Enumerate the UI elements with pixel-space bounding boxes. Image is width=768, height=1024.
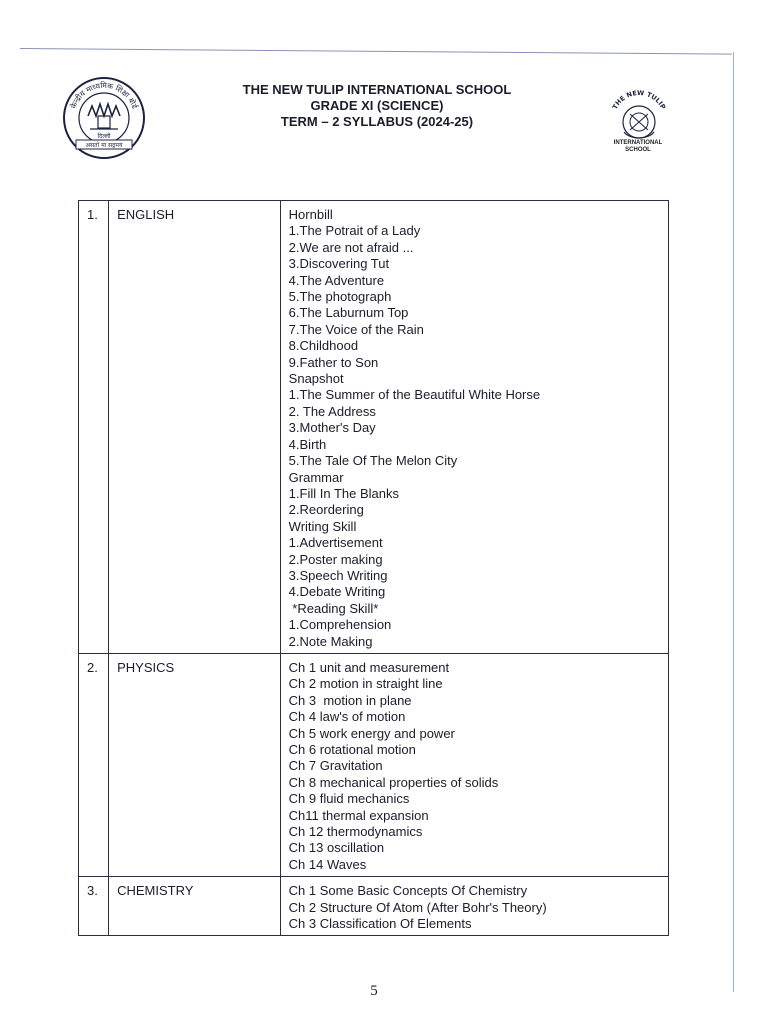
syllabus-table-body — [79, 201, 669, 936]
topic-item: Ch 6 rotational motion — [288, 742, 416, 757]
school-emblem-caption — [596, 140, 680, 154]
topic-item: Ch 1 Some Basic Concepts Of Chemistry — [288, 883, 528, 899]
topic-item: 7.The Voice of the Rain — [288, 321, 424, 337]
subject-name: PHYSICS — [109, 653, 281, 876]
document-header — [0, 82, 768, 130]
topic-item: 9.Father to Son — [288, 354, 379, 370]
term-title: TERM – 2 SYLLABUS (2024-25) — [280, 114, 474, 129]
topic-item: Ch 8 mechanical properties of solids — [288, 774, 499, 790]
topic-list — [280, 653, 668, 876]
topic-item: 4.The Adventure — [288, 272, 385, 288]
topic-item: 2.We are not afraid ... — [288, 239, 414, 255]
topic-item: 1.Comprehension — [288, 617, 392, 633]
topic-item: 3.Discovering Tut — [288, 256, 390, 272]
topic-item: 2.Reordering — [288, 502, 364, 518]
seal-city-text: दिल्ली — [97, 133, 111, 140]
topic-item: Ch 9 fluid mechanics — [288, 791, 410, 807]
page-edge-top — [20, 48, 732, 55]
page-number: 5 — [370, 983, 378, 999]
topic-item: Writing Skill — [288, 518, 357, 534]
subject-name: CHEMISTRY — [109, 877, 281, 936]
topic-item: 1.Fill In The Blanks — [288, 485, 399, 501]
topic-item: 5.The Tale Of The Melon City — [288, 453, 458, 469]
table-row — [79, 201, 669, 654]
emblem-line-2: SCHOOL — [625, 147, 651, 153]
seal-arc-text: केन्द्रीय माध्यमिक शिक्षा बोर्ड — [68, 80, 140, 110]
topic-item: Grammar — [288, 469, 344, 485]
page-edge-right — [733, 52, 734, 992]
topic-item: Ch 2 motion in straight line — [288, 676, 443, 692]
row-number: 1. — [79, 201, 109, 654]
topic-item: Ch 13 oscillation — [288, 840, 385, 856]
subject-name: ENGLISH — [109, 201, 281, 654]
topic-item: 5.The photograph — [288, 289, 392, 305]
topic-item: 1.The Potrait of a Lady — [288, 223, 421, 239]
seal-motto-text: असतो मा सद्गमय — [85, 142, 123, 149]
topic-item: Ch 14 Waves — [288, 856, 367, 872]
topic-item: Ch 2 Structure Of Atom (After Bohr's Theory) — [288, 899, 547, 915]
topic-item: Ch 3 Classification Of Elements — [288, 916, 472, 932]
topic-item: 4.Debate Writing — [288, 584, 386, 600]
topic-item: 3.Mother's Day — [288, 420, 376, 436]
topic-item: 2.Poster making — [288, 551, 383, 567]
emblem-line-1: INTERNATIONAL — [613, 140, 663, 146]
topic-item: Hornbill — [288, 207, 333, 222]
topic-item: Snapshot — [288, 371, 344, 387]
emblem-arc-text: THE NEW TULIP — [610, 88, 668, 111]
topic-item: Ch 1 unit and measurement — [288, 659, 450, 675]
topic-item: 3.Speech Writing — [288, 567, 388, 583]
topic-item: 1.The Summer of the Beautiful White Horse — [288, 387, 541, 403]
topic-list — [280, 877, 668, 936]
topic-item: Ch 12 thermodynamics — [288, 824, 423, 840]
table-row — [79, 877, 669, 936]
topic-item: 2. The Address — [288, 403, 376, 419]
school-name: THE NEW TULIP INTERNATIONAL SCHOOL — [242, 82, 512, 97]
topic-item: Ch 4 law's of motion — [288, 709, 406, 725]
topic-item: Ch 3 motion in plane — [288, 692, 412, 708]
table-row — [79, 653, 669, 876]
syllabus-table — [78, 200, 669, 936]
row-number: 2. — [79, 653, 109, 876]
grade-title: GRADE XI (SCIENCE) — [310, 98, 444, 113]
topic-item: Ch11 thermal expansion — [288, 807, 429, 823]
topic-item: 2.Note Making — [288, 633, 373, 649]
topic-item: *Reading Skill* — [288, 600, 379, 616]
topic-item: Ch 7 Gravitation — [288, 758, 383, 774]
topic-item: Ch 5 work energy and power — [288, 725, 455, 741]
topic-item: 6.The Laburnum Top — [288, 305, 409, 321]
topic-item: 1.Advertisement — [288, 535, 383, 551]
row-number: 3. — [79, 877, 109, 936]
topic-list — [280, 201, 668, 654]
topic-item: 8.Childhood — [288, 338, 359, 354]
topic-item: 4.Birth — [288, 436, 327, 452]
